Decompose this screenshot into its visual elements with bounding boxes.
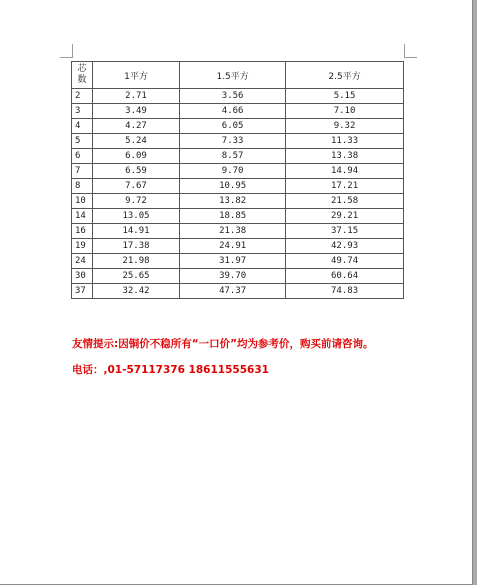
cell-cores: 2 bbox=[72, 89, 93, 104]
cell-price: 60.64 bbox=[286, 269, 404, 284]
cell-price: 10.95 bbox=[180, 179, 286, 194]
cell-cores: 10 bbox=[72, 194, 93, 209]
cell-price: 2.71 bbox=[92, 89, 179, 104]
cell-price: 11.33 bbox=[286, 134, 404, 149]
cell-cores: 19 bbox=[72, 239, 93, 254]
cell-price: 13.05 bbox=[92, 209, 179, 224]
contact-phone: 电话：,01-57117376 18611555631 bbox=[72, 364, 269, 376]
cell-price: 74.83 bbox=[286, 284, 404, 299]
cell-cores: 4 bbox=[72, 119, 93, 134]
cell-cores: 24 bbox=[72, 254, 93, 269]
cell-cores: 8 bbox=[72, 179, 93, 194]
cell-price: 21.38 bbox=[180, 224, 286, 239]
table-row bbox=[72, 284, 404, 299]
cell-price: 8.57 bbox=[180, 149, 286, 164]
cell-price: 31.97 bbox=[180, 254, 286, 269]
cell-price: 14.91 bbox=[92, 224, 179, 239]
cell-price: 7.67 bbox=[92, 179, 179, 194]
table-row bbox=[72, 269, 404, 284]
cell-price: 6.05 bbox=[180, 119, 286, 134]
cell-price: 42.93 bbox=[286, 239, 404, 254]
cell-price: 9.72 bbox=[92, 194, 179, 209]
cell-price: 4.66 bbox=[180, 104, 286, 119]
cell-cores: 14 bbox=[72, 209, 93, 224]
cell-price: 49.74 bbox=[286, 254, 404, 269]
table-row bbox=[72, 194, 404, 209]
price-note: 友情提示:因铜价不稳所有“一口价”均为参考价，购买前请咨询。 bbox=[72, 338, 374, 350]
cell-price: 17.38 bbox=[92, 239, 179, 254]
cell-price: 24.91 bbox=[180, 239, 286, 254]
cell-price: 7.33 bbox=[180, 134, 286, 149]
cell-cores: 6 bbox=[72, 149, 93, 164]
cell-price: 4.27 bbox=[92, 119, 179, 134]
cell-price: 32.42 bbox=[92, 284, 179, 299]
table-header-row bbox=[72, 62, 404, 89]
cell-price: 13.38 bbox=[286, 149, 404, 164]
cell-price: 5.24 bbox=[92, 134, 179, 149]
header-cell-2-5mm: 2.5平方 bbox=[286, 62, 404, 89]
cell-price: 47.37 bbox=[180, 284, 286, 299]
cell-price: 5.15 bbox=[286, 89, 404, 104]
cell-price: 13.82 bbox=[180, 194, 286, 209]
cell-price: 3.49 bbox=[92, 104, 179, 119]
cell-price: 9.32 bbox=[286, 119, 404, 134]
table-row bbox=[72, 134, 404, 149]
cell-cores: 7 bbox=[72, 164, 93, 179]
cell-price: 3.56 bbox=[180, 89, 286, 104]
table-row bbox=[72, 104, 404, 119]
cell-price: 37.15 bbox=[286, 224, 404, 239]
table-row bbox=[72, 254, 404, 269]
table-row bbox=[72, 164, 404, 179]
header-cell-1mm: 1平方 bbox=[92, 62, 179, 89]
cell-price: 14.94 bbox=[286, 164, 404, 179]
cell-price: 29.21 bbox=[286, 209, 404, 224]
price-table bbox=[71, 61, 404, 299]
table-row bbox=[72, 179, 404, 194]
cell-price: 21.98 bbox=[92, 254, 179, 269]
cell-cores: 37 bbox=[72, 284, 93, 299]
cell-price: 6.59 bbox=[92, 164, 179, 179]
margin-corner-mark bbox=[404, 57, 417, 58]
cell-price: 25.65 bbox=[92, 269, 179, 284]
table-row bbox=[72, 239, 404, 254]
table-row bbox=[72, 149, 404, 164]
header-cell-1-5mm: 1.5平方 bbox=[180, 62, 286, 89]
cell-price: 9.70 bbox=[180, 164, 286, 179]
table-body bbox=[72, 89, 404, 299]
table-row bbox=[72, 224, 404, 239]
cell-price: 21.58 bbox=[286, 194, 404, 209]
table-row bbox=[72, 119, 404, 134]
margin-corner-mark bbox=[404, 44, 405, 58]
cell-price: 39.70 bbox=[180, 269, 286, 284]
cell-price: 6.09 bbox=[92, 149, 179, 164]
header-cell-cores: 芯 数 bbox=[72, 62, 93, 89]
table-row bbox=[72, 209, 404, 224]
cell-cores: 16 bbox=[72, 224, 93, 239]
cell-cores: 5 bbox=[72, 134, 93, 149]
cell-price: 7.10 bbox=[286, 104, 404, 119]
table-row bbox=[72, 89, 404, 104]
cell-price: 18.85 bbox=[180, 209, 286, 224]
margin-corner-mark bbox=[72, 44, 73, 58]
cell-cores: 3 bbox=[72, 104, 93, 119]
cell-cores: 30 bbox=[72, 269, 93, 284]
cell-price: 17.21 bbox=[286, 179, 404, 194]
